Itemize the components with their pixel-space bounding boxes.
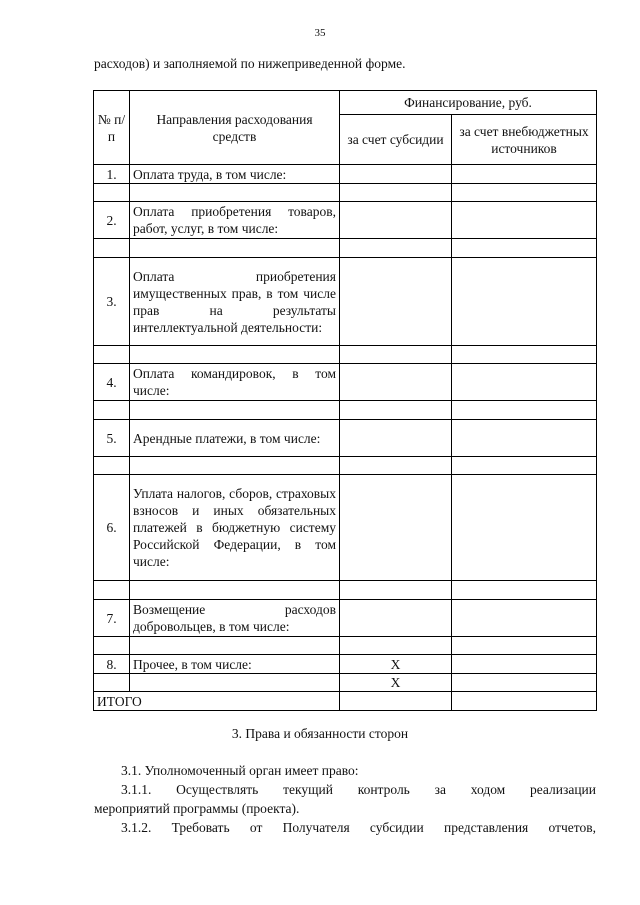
header-financing: Финансирование, руб. [340, 91, 597, 115]
subsidy-cell [340, 364, 452, 401]
extra-cell [452, 165, 597, 184]
subsidy-mark: Х [340, 674, 452, 692]
row-number: 5. [94, 420, 130, 457]
row-name: Возмещение расходов добровольцев, в том числе: [130, 600, 340, 637]
header-subsidy: за счет субсидии [340, 115, 452, 165]
extra-cell [452, 364, 597, 401]
sub-row [94, 637, 597, 655]
total-extra [452, 692, 597, 711]
paragraph-3-1-1-line2: мероприятий программы (проекта). [94, 801, 300, 816]
paragraph-3-1-1-line1: 3.1.1. Осуществлять текущий контроль за ходом реализации [121, 782, 596, 797]
extra-cell [452, 202, 597, 239]
page-number: 35 [314, 27, 326, 39]
row-number: 2. [94, 202, 130, 239]
row-name: Прочее, в том числе: [130, 655, 340, 674]
subsidy-mark: Х [340, 655, 452, 674]
total-row [94, 692, 597, 711]
table-row [94, 165, 597, 184]
row-number: 4. [94, 364, 130, 401]
row-name: Уплата налогов, сборов, страховых взносов и иных обязательных платежей в бюджетную систему Российской Федерации, в том числе: [130, 475, 340, 581]
paragraph-3-1: 3.1. Уполномоченный орган имеет право: [121, 763, 359, 778]
total-label: ИТОГО [94, 692, 340, 711]
row-number: 1. [94, 165, 130, 184]
row-number: 6. [94, 475, 130, 581]
row-number: 7. [94, 600, 130, 637]
sub-row [94, 457, 597, 475]
row-name: Оплата командировок, в том числе: [130, 364, 340, 401]
sub-row [94, 239, 597, 258]
row-name: Арендные платежи, в том числе: [130, 420, 340, 457]
table-row [94, 420, 597, 457]
subsidy-cell [340, 600, 452, 637]
table-row [94, 655, 597, 674]
table-row [94, 364, 597, 401]
paragraph-3-1-2: 3.1.2. Требовать от Получателя субсидии представления отчетов, [121, 820, 596, 835]
header-row [94, 91, 597, 115]
row-number: 3. [94, 258, 130, 346]
sub-row [94, 184, 597, 202]
table-row [94, 202, 597, 239]
row-name: Оплата приобретения товаров, работ, услуг, в том числе: [130, 202, 340, 239]
header-name: Направления расходования средств [130, 91, 340, 165]
extra-cell [452, 258, 597, 346]
extra-cell [452, 655, 597, 674]
extra-cell [452, 600, 597, 637]
sub-row [94, 581, 597, 600]
sub-row [94, 674, 597, 692]
subsidy-cell [340, 165, 452, 184]
extra-cell [452, 420, 597, 457]
row-number: 8. [94, 655, 130, 674]
subsidy-cell [340, 475, 452, 581]
row-name: Оплата приобретения имущественных прав, в том числе прав на результаты интеллектуальной деятельности: [130, 258, 340, 346]
table-row [94, 475, 597, 581]
subsidy-cell [340, 202, 452, 239]
table-row [94, 258, 597, 346]
row-name: Оплата труда, в том числе: [130, 165, 340, 184]
header-num: № п/п [94, 91, 130, 165]
subsidy-cell [340, 258, 452, 346]
subsidy-cell [340, 420, 452, 457]
total-subsidy [340, 692, 452, 711]
header-extra: за счет внебюджетных источников [452, 115, 597, 165]
financing-table [93, 90, 597, 711]
extra-cell [452, 475, 597, 581]
section-title: 3. Права и обязанности сторон [231, 726, 409, 741]
table-row [94, 600, 597, 637]
intro-text: расходов) и заполняемой по нижеприведенной форме. [94, 56, 406, 71]
sub-row [94, 401, 597, 420]
sub-row [94, 346, 597, 364]
